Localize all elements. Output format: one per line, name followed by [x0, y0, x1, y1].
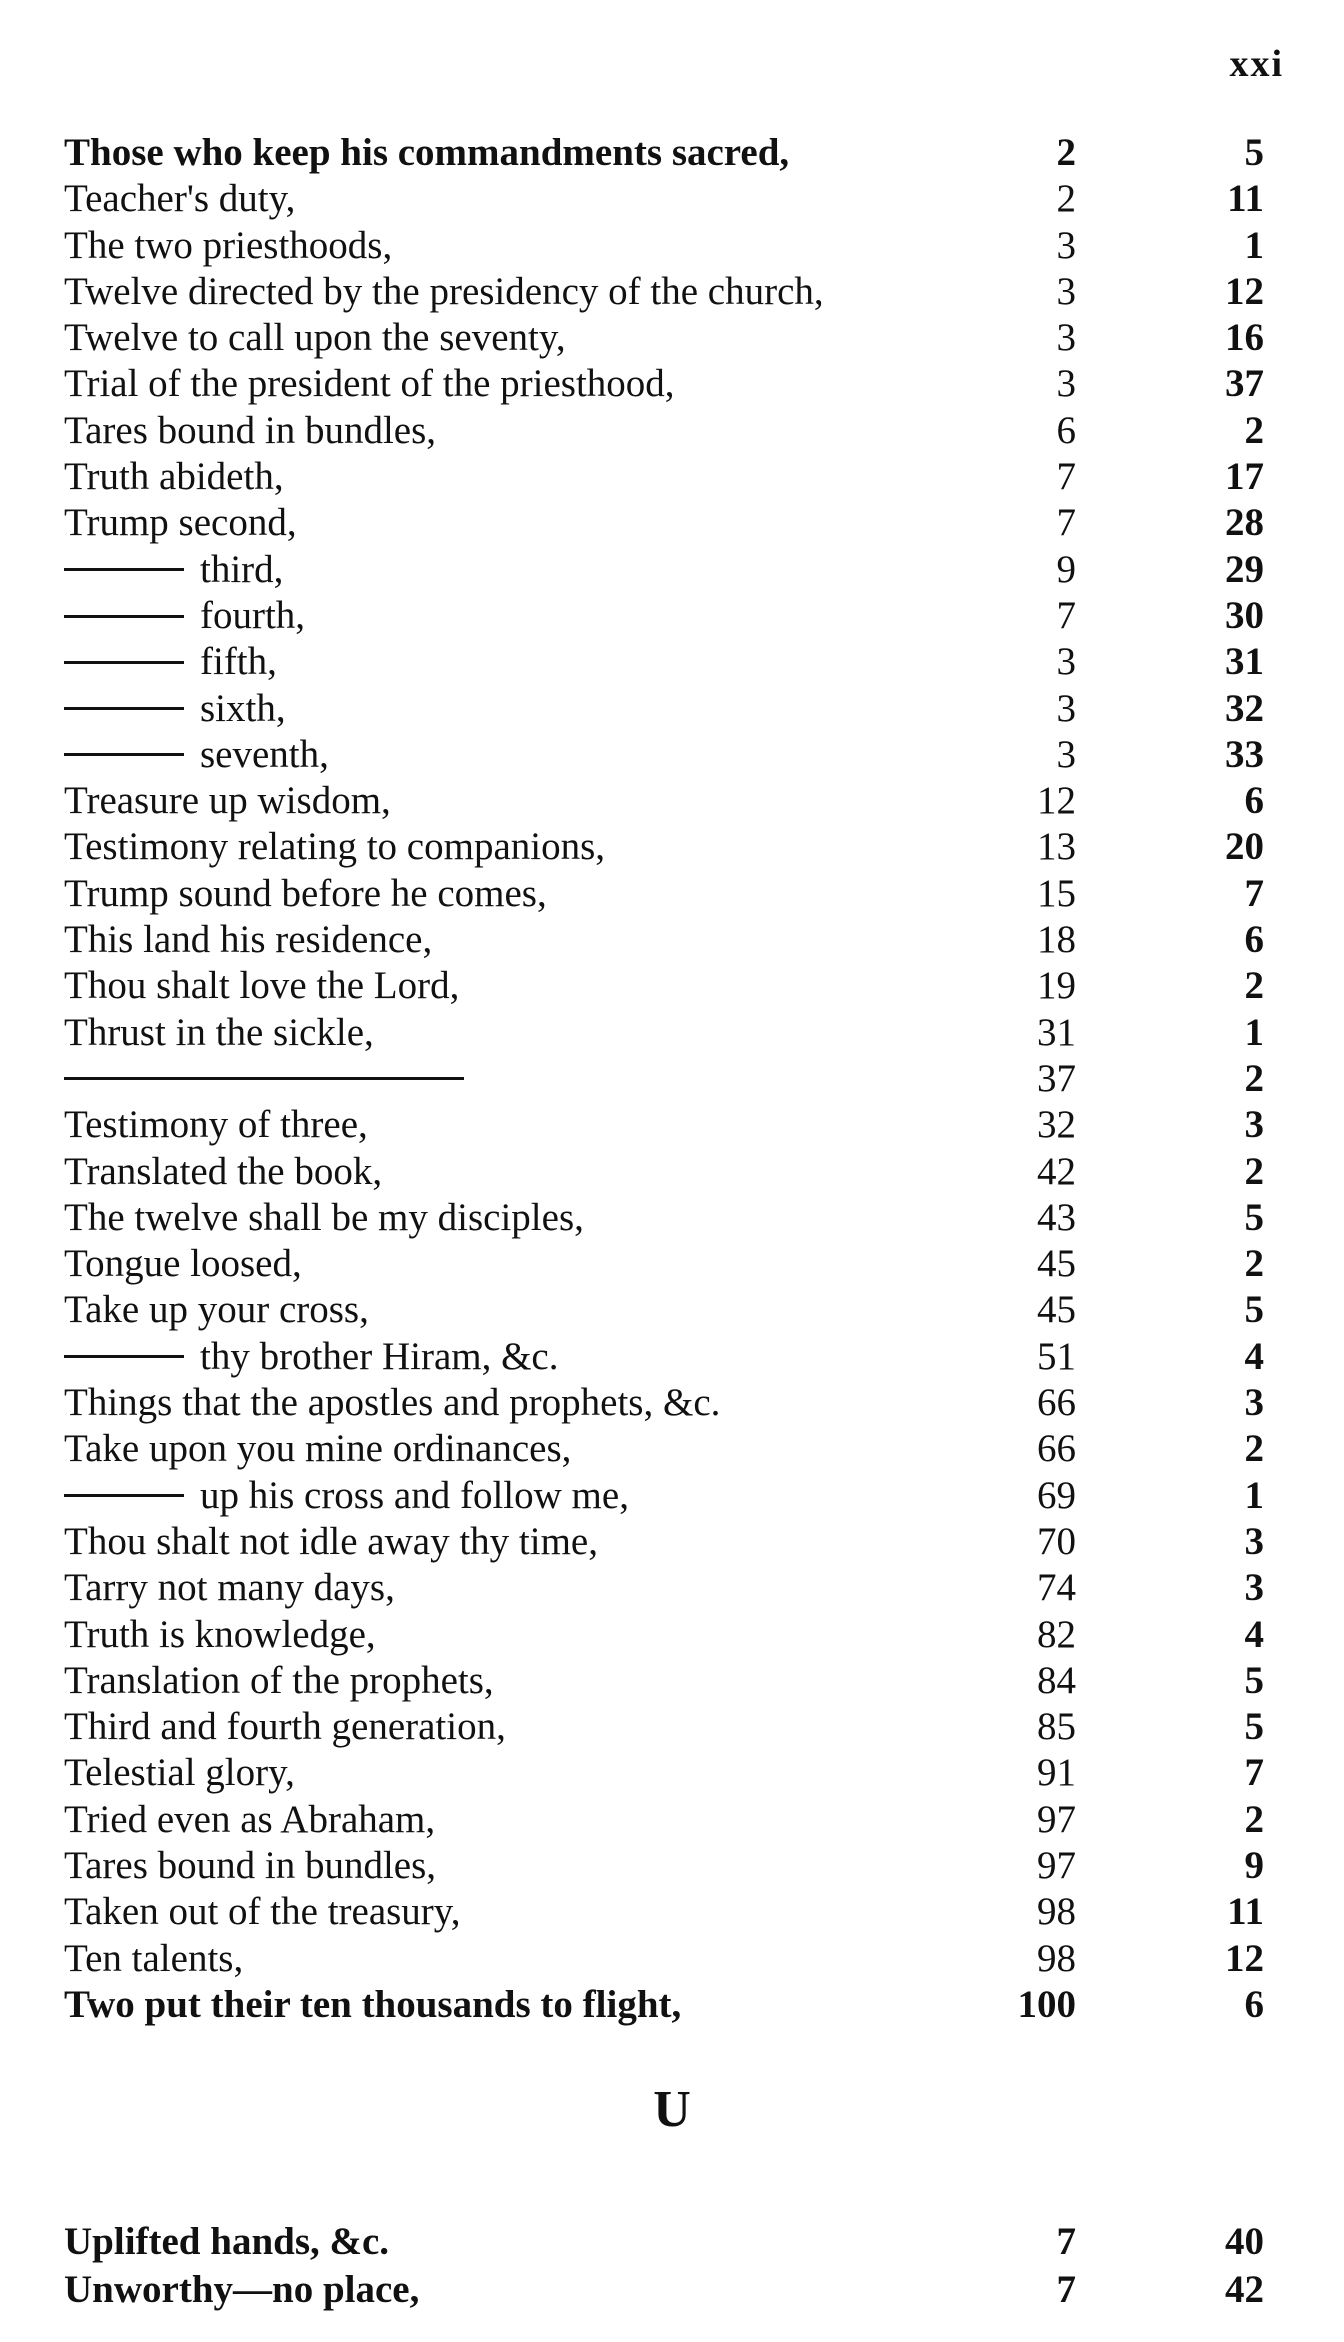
- index-entry: [64, 361, 1264, 407]
- entry-label: Translation of the prophets,: [64, 1658, 494, 1702]
- entry-label: Third and fourth generation,: [64, 1705, 506, 1749]
- entry-verse-number: 5: [1244, 131, 1264, 174]
- index-entry: [64, 1565, 1264, 1611]
- index-entry: [64, 547, 1264, 593]
- entry-verse-number: 3: [1244, 1381, 1264, 1425]
- entry-verse-number: 12: [1225, 1936, 1264, 1980]
- entry-verse-number: 2: [1244, 1797, 1264, 1841]
- entry-label: fourth,: [200, 593, 306, 637]
- entry-section-number: 82: [1037, 1612, 1076, 1656]
- entry-verse-number: 40: [1225, 2220, 1264, 2263]
- entry-label: third,: [200, 547, 284, 591]
- entry-section-number: 32: [1037, 1103, 1076, 1147]
- entry-verse-number: 6: [1244, 1982, 1264, 2026]
- entry-verse-number: 6: [1244, 779, 1264, 823]
- entry-verse-number: 3: [1244, 1519, 1264, 1563]
- entry-verse-number: 3: [1244, 1103, 1264, 1147]
- entry-label: Thou shalt love the Lord,: [64, 964, 460, 1008]
- entry-verse-number: 2: [1244, 1427, 1264, 1471]
- index-entry: [64, 778, 1264, 824]
- entry-label: Take upon you mine ordinances,: [64, 1427, 572, 1471]
- index-entry: [64, 130, 1264, 176]
- entry-section-number: 3: [1056, 316, 1076, 360]
- ditto-dash: [64, 753, 184, 756]
- entry-label: Teacher's duty,: [64, 177, 296, 221]
- entry-section-number: 66: [1037, 1427, 1076, 1471]
- entry-section-number: 42: [1037, 1149, 1076, 1193]
- entry-label: Trial of the president of the priesthood,: [64, 362, 675, 406]
- entry-verse-number: 2: [1244, 964, 1264, 1008]
- entry-section-number: 69: [1037, 1473, 1076, 1517]
- index-entry: [64, 408, 1264, 454]
- entry-section-number: 7: [1056, 2268, 1076, 2311]
- entry-label: Uplifted hands, &c.: [64, 2220, 390, 2263]
- entry-section-number: 45: [1037, 1288, 1076, 1332]
- index-entry: [64, 1056, 1264, 1102]
- index-entry: [64, 593, 1264, 639]
- entry-section-number: 31: [1037, 1010, 1076, 1054]
- entry-verse-number: 20: [1225, 825, 1264, 869]
- entry-section-number: 70: [1037, 1519, 1076, 1563]
- page-number: xxi: [1229, 43, 1284, 85]
- entry-section-number: 9: [1056, 547, 1076, 591]
- index-entry: [64, 1287, 1264, 1333]
- index-entry: [64, 1102, 1264, 1148]
- index-entry: [64, 917, 1264, 963]
- entry-label: Twelve to call upon the seventy,: [64, 316, 566, 360]
- entry-label: Take up your cross,: [64, 1288, 369, 1332]
- entry-label: Ten talents,: [64, 1936, 244, 1980]
- index-entry: [64, 871, 1264, 917]
- index-list-u: [64, 2218, 1264, 2314]
- entry-section-number: 91: [1037, 1751, 1076, 1795]
- index-entry: [64, 824, 1264, 870]
- ditto-dash: [64, 661, 184, 664]
- entry-label: Trump second,: [64, 501, 297, 545]
- entry-verse-number: 6: [1244, 918, 1264, 962]
- entry-verse-number: 9: [1244, 1843, 1264, 1887]
- index-entry: [64, 732, 1264, 778]
- entry-label: Testimony of three,: [64, 1103, 368, 1147]
- entry-section-number: 98: [1037, 1936, 1076, 1980]
- index-entry: [64, 2266, 1264, 2314]
- entry-section-number: 97: [1037, 1843, 1076, 1887]
- entry-label: up his cross and follow me,: [200, 1473, 629, 1517]
- index-entry: [64, 1149, 1264, 1195]
- index-entry: [64, 1704, 1264, 1750]
- index-entry: [64, 1982, 1264, 2028]
- entry-label: Tongue loosed,: [64, 1242, 302, 1286]
- entry-verse-number: 30: [1225, 593, 1264, 637]
- entry-section-number: 3: [1056, 269, 1076, 313]
- entry-label: Translated the book,: [64, 1149, 383, 1193]
- entry-label: Testimony relating to companions,: [64, 825, 606, 869]
- index-entry: [64, 1380, 1264, 1426]
- entry-section-number: 7: [1056, 501, 1076, 545]
- entry-verse-number: 5: [1244, 1658, 1264, 1702]
- index-entry: [64, 2218, 1264, 2266]
- entry-verse-number: 2: [1244, 1242, 1264, 1286]
- entry-label: Trump sound before he comes,: [64, 871, 547, 915]
- entry-label: The twelve shall be my disciples,: [64, 1195, 584, 1239]
- entry-section-number: 2: [1056, 177, 1076, 221]
- ditto-dash: [64, 707, 184, 710]
- entry-label: Tarry not many days,: [64, 1566, 395, 1610]
- entry-section-number: 66: [1037, 1381, 1076, 1425]
- index-entry: [64, 639, 1264, 685]
- entry-verse-number: 1: [1244, 1010, 1264, 1054]
- entry-label: Telestial glory,: [64, 1751, 295, 1795]
- entry-verse-number: 5: [1244, 1705, 1264, 1749]
- entry-section-number: 84: [1037, 1658, 1076, 1702]
- entry-label: Those who keep his commandments sacred,: [64, 131, 790, 174]
- entry-section-number: 7: [1056, 455, 1076, 499]
- entry-label: thy brother Hiram, &c.: [200, 1334, 559, 1378]
- entry-section-number: 98: [1037, 1890, 1076, 1934]
- entry-verse-number: 42: [1225, 2268, 1264, 2311]
- ditto-dash: [64, 1077, 464, 1080]
- ditto-dash: [64, 615, 184, 618]
- entry-section-number: 13: [1037, 825, 1076, 869]
- index-entry: [64, 1612, 1264, 1658]
- index-entry: [64, 1519, 1264, 1565]
- index-entry: [64, 1936, 1264, 1982]
- entry-label: sixth,: [200, 686, 286, 730]
- entry-section-number: 7: [1056, 593, 1076, 637]
- entry-label: Tried even as Abraham,: [64, 1797, 436, 1841]
- entry-section-number: 85: [1037, 1705, 1076, 1749]
- index-entry: [64, 176, 1264, 222]
- entry-verse-number: 16: [1225, 316, 1264, 360]
- entry-label: Tares bound in bundles,: [64, 408, 437, 452]
- entry-section-number: 7: [1056, 2220, 1076, 2263]
- index-list-t: [64, 130, 1264, 2028]
- section-letter-heading: U: [653, 2081, 691, 2138]
- entry-verse-number: 12: [1225, 269, 1264, 313]
- index-entry: [64, 686, 1264, 732]
- ditto-dash: [64, 1355, 184, 1358]
- ditto-dash: [64, 568, 184, 571]
- index-entry: [64, 1334, 1264, 1380]
- entry-verse-number: 31: [1225, 640, 1264, 684]
- entry-verse-number: 5: [1244, 1195, 1264, 1239]
- entry-label: Two put their ten thousands to flight,: [64, 1982, 682, 2026]
- entry-verse-number: 4: [1244, 1334, 1264, 1378]
- entry-section-number: 3: [1056, 686, 1076, 730]
- entry-verse-number: 11: [1227, 1890, 1264, 1934]
- entry-label: This land his residence,: [64, 918, 433, 962]
- entry-verse-number: 4: [1244, 1612, 1264, 1656]
- entry-label: Unworthy—no place,: [64, 2268, 420, 2311]
- index-entry: [64, 1473, 1264, 1519]
- entry-section-number: 51: [1037, 1334, 1076, 1378]
- entry-verse-number: 37: [1225, 362, 1264, 406]
- entry-label: The two priesthoods,: [64, 223, 393, 267]
- entry-section-number: 43: [1037, 1195, 1076, 1239]
- entry-label: Treasure up wisdom,: [64, 779, 391, 823]
- entry-label: seventh,: [200, 732, 329, 776]
- index-entry: [64, 1889, 1264, 1935]
- index-entry: [64, 1658, 1264, 1704]
- entry-section-number: 97: [1037, 1797, 1076, 1841]
- entry-verse-number: 17: [1225, 455, 1264, 499]
- index-entry: [64, 1426, 1264, 1472]
- index-entry: [64, 1750, 1264, 1796]
- entry-verse-number: 3: [1244, 1566, 1264, 1610]
- index-entry: [64, 223, 1264, 269]
- entry-verse-number: 1: [1244, 1473, 1264, 1517]
- entry-verse-number: 33: [1225, 732, 1264, 776]
- index-entry: [64, 1195, 1264, 1241]
- index-entry: [64, 269, 1264, 315]
- entry-label: Thrust in the sickle,: [64, 1010, 374, 1054]
- entry-verse-number: 11: [1227, 177, 1264, 221]
- entry-section-number: 3: [1056, 732, 1076, 776]
- entry-verse-number: 2: [1244, 1149, 1264, 1193]
- index-entry: [64, 454, 1264, 500]
- entry-label: Things that the apostles and prophets, &c.: [64, 1381, 721, 1425]
- entry-verse-number: 28: [1225, 501, 1264, 545]
- entry-verse-number: 29: [1225, 547, 1264, 591]
- ditto-dash: [64, 1494, 184, 1497]
- entry-label: Taken out of the treasury,: [64, 1890, 461, 1934]
- entry-section-number: 74: [1037, 1566, 1076, 1610]
- entry-section-number: 3: [1056, 223, 1076, 267]
- entry-section-number: 15: [1037, 871, 1076, 915]
- index-entry: [64, 1010, 1264, 1056]
- entry-section-number: 6: [1056, 408, 1076, 452]
- entry-section-number: 3: [1056, 362, 1076, 406]
- entry-section-number: 18: [1037, 918, 1076, 962]
- entry-section-number: 100: [1017, 1982, 1076, 2026]
- entry-label: Truth is knowledge,: [64, 1612, 376, 1656]
- entry-verse-number: 5: [1244, 1288, 1264, 1332]
- entry-verse-number: 1: [1244, 223, 1264, 267]
- entry-label: Twelve directed by the presidency of the church,: [64, 269, 824, 313]
- entry-section-number: 45: [1037, 1242, 1076, 1286]
- entry-verse-number: 2: [1244, 1056, 1264, 1100]
- entry-label: Truth abideth,: [64, 455, 284, 499]
- index-entry: [64, 963, 1264, 1009]
- entry-section-number: 2: [1056, 131, 1076, 174]
- entry-section-number: 19: [1037, 964, 1076, 1008]
- entry-verse-number: 2: [1244, 408, 1264, 452]
- entry-label: Tares bound in bundles,: [64, 1843, 437, 1887]
- entry-section-number: 37: [1037, 1056, 1076, 1100]
- entry-verse-number: 32: [1225, 686, 1264, 730]
- entry-verse-number: 7: [1244, 1751, 1264, 1795]
- entry-section-number: 12: [1037, 779, 1076, 823]
- entry-verse-number: 7: [1244, 871, 1264, 915]
- entry-label: fifth,: [200, 640, 277, 684]
- entry-section-number: 3: [1056, 640, 1076, 684]
- index-entry: [64, 315, 1264, 361]
- index-entry: [64, 1843, 1264, 1889]
- index-entry: [64, 1797, 1264, 1843]
- index-entry: [64, 500, 1264, 546]
- entry-label: Thou shalt not idle away thy time,: [64, 1519, 598, 1563]
- index-entry: [64, 1241, 1264, 1287]
